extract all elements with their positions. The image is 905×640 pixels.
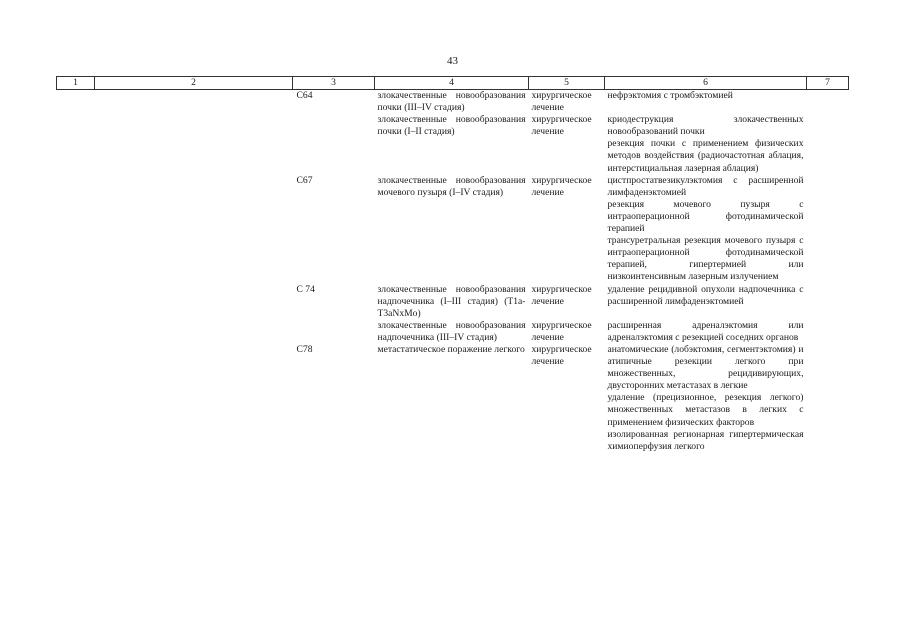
method-item: криодеструкция злокачественных новообразований почки — [607, 114, 804, 138]
treatment-table — [56, 76, 849, 453]
table-row — [57, 175, 849, 284]
method-item: расширенная адреналэктомия или адреналэктомия с резекцией соседних органов — [607, 319, 804, 343]
treatment-cell: хирургическое лечение — [531, 90, 592, 114]
column-header: 2 — [95, 77, 293, 90]
treatment-cell: хирургическое лечение — [531, 174, 592, 198]
table-row — [57, 114, 849, 174]
method-cell — [605, 320, 807, 344]
column-header: 6 — [605, 77, 807, 90]
condition-cell: злокачественные новообразования надпочечника (I–III стадия) (T1a-T3aNxMo) — [377, 283, 526, 319]
method-cell — [605, 344, 807, 453]
method-item: нефрэктомия с тромбэктомией — [607, 90, 733, 101]
method-item: анатомические (лобэктомия, сегментэктомия) и атипичные резекции легкого при множественных, рецидивирующих, двусторонних метастазах в легкие — [607, 343, 804, 392]
method-cell — [605, 114, 807, 174]
condition-cell: метастатическое поражение легкого — [377, 343, 525, 355]
method-item: удаление (прецизионное, резекция легкого) множественных метастазов в легких с применением физических факторов — [607, 392, 804, 428]
method-cell — [605, 284, 807, 320]
method-item: удаление рецидивной опухоли надпочечника с расширенной лимфаденэктомией — [607, 283, 804, 307]
column-header: 7 — [807, 77, 849, 90]
treatment-cell: хирургическое лечение — [531, 114, 592, 138]
icd-code: C67 — [296, 174, 313, 186]
column-header: 3 — [293, 77, 375, 90]
icd-code: C78 — [296, 343, 313, 355]
table-header-row — [57, 77, 849, 90]
condition-cell: злокачественные новообразования надпочечника (III–IV стадия) — [377, 319, 526, 343]
table-row — [57, 344, 849, 453]
method-cell — [605, 175, 807, 284]
table-row — [57, 320, 849, 344]
table-row — [57, 284, 849, 320]
column-header: 1 — [57, 77, 95, 90]
condition-cell: злокачественные новообразования почки (I–II стадия) — [377, 114, 526, 138]
treatment-cell: хирургическое лечение — [531, 319, 592, 343]
column-header: 4 — [375, 77, 529, 90]
condition-cell: злокачественные новообразования мочевого пузыря (I–IV стадия) — [377, 174, 526, 198]
column-header: 5 — [529, 77, 605, 90]
method-item: изолированная регионарная гипертермическая химиоперфузия легкого — [607, 428, 804, 452]
method-item: резекция почки с применением физических методов воздействия (радиочастотная аблация, интерстициальная лазерная аблация) — [607, 138, 804, 174]
treatment-cell: хирургическое лечение — [531, 343, 592, 368]
method-item: цистпростатвезикулэктомия с расширенной лимфаденэктомией — [607, 174, 804, 198]
icd-code: C64 — [296, 90, 313, 101]
table-row — [57, 90, 849, 115]
treatment-cell: хирургическое лечение — [531, 283, 592, 307]
icd-code: C 74 — [296, 283, 315, 295]
page-number: 43 — [447, 55, 458, 67]
method-item: трансуретральная резекция мочевого пузыря с интраоперационной фотодинамической терапией, гипертермией или низкоинтенсивным лазерным излучением — [607, 235, 804, 283]
condition-cell: злокачественные новообразования почки (III–IV стадия) — [377, 90, 526, 114]
method-item: резекция мочевого пузыря с интраоперационной фотодинамической терапией — [607, 198, 804, 235]
method-cell — [605, 90, 807, 115]
